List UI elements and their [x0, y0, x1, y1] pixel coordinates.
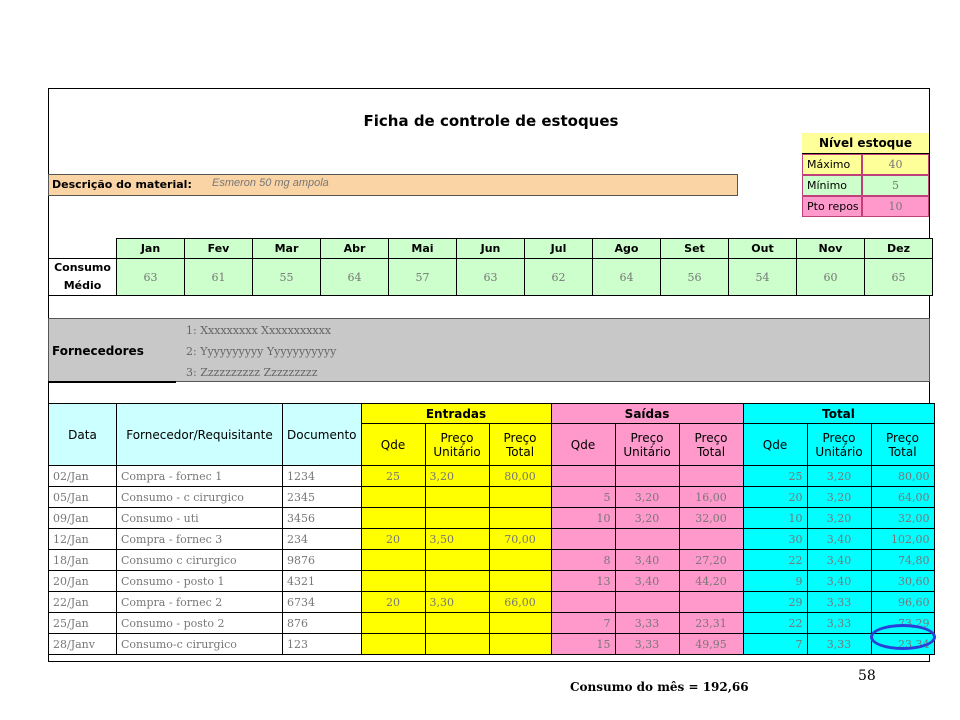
month-header: Ago — [593, 239, 661, 259]
cell-spu[interactable] — [615, 466, 679, 487]
descricao-value[interactable]: Esmeron 50 mg ampola — [212, 177, 329, 189]
cell-forn[interactable]: Consumo c cirurgico — [117, 550, 283, 571]
cell-tq[interactable]: 22 — [743, 613, 807, 634]
maximo-value: 40 — [862, 154, 929, 175]
col-data-header: Data — [49, 404, 117, 466]
fornecedor-item: 1: Xxxxxxxxx Xxxxxxxxxxx — [186, 324, 332, 337]
table-row — [49, 529, 935, 550]
month-value[interactable]: 55 — [253, 259, 321, 296]
cell-forn[interactable]: Consumo-c cirurgico — [117, 634, 283, 655]
cell-tq[interactable]: 20 — [743, 487, 807, 508]
table-row — [49, 592, 935, 613]
movimentacao-table — [48, 403, 935, 655]
table-row — [49, 487, 935, 508]
cell-sq[interactable]: 10 — [551, 508, 615, 529]
cell-epu[interactable] — [425, 613, 489, 634]
entradas-qde-header: Qde — [361, 424, 425, 466]
cell-spu[interactable]: 3,33 — [615, 634, 679, 655]
cell-tpt[interactable]: 96,60 — [871, 592, 934, 613]
page-title: Ficha de controle de estoques — [363, 112, 619, 130]
cell-forn[interactable]: Consumo - posto 1 — [117, 571, 283, 592]
table-row — [49, 571, 935, 592]
month-value[interactable]: 60 — [797, 259, 865, 296]
cell-eq[interactable]: 20 — [361, 592, 425, 613]
cell-epu[interactable] — [425, 508, 489, 529]
cell-forn[interactable]: Compra - fornec 2 — [117, 592, 283, 613]
cell-doc[interactable]: 9876 — [283, 550, 362, 571]
month-header: Out — [729, 239, 797, 259]
cell-tpu[interactable]: 3,40 — [807, 550, 871, 571]
month-value[interactable]: 56 — [661, 259, 729, 296]
cell-forn[interactable]: Compra - fornec 3 — [117, 529, 283, 550]
cell-data[interactable]: 28/Janv — [49, 634, 117, 655]
cell-tpu[interactable]: 3,40 — [807, 529, 871, 550]
month-header: Fev — [185, 239, 253, 259]
table-row — [49, 613, 935, 634]
page-number: 58 — [858, 668, 876, 684]
month-header: Mar — [253, 239, 321, 259]
cell-eq[interactable]: 25 — [361, 466, 425, 487]
month-value[interactable]: 64 — [321, 259, 389, 296]
cell-doc[interactable]: 1234 — [283, 466, 362, 487]
cell-ept[interactable] — [489, 508, 551, 529]
cell-spu[interactable]: 3,20 — [615, 508, 679, 529]
cell-forn[interactable]: Compra - fornec 1 — [117, 466, 283, 487]
descricao-label: Descrição do material: — [52, 178, 192, 191]
entradas-preco-total-header: Preço Total — [489, 424, 551, 466]
month-value[interactable]: 63 — [457, 259, 525, 296]
month-value[interactable]: 54 — [729, 259, 797, 296]
table-row — [49, 634, 935, 655]
col-documento-header: Documento — [283, 404, 362, 466]
cell-spt[interactable]: 44,20 — [679, 571, 743, 592]
cell-doc[interactable]: 3456 — [283, 508, 362, 529]
cell-data[interactable]: 25/Jan — [49, 613, 117, 634]
cell-spt[interactable]: 32,00 — [679, 508, 743, 529]
cell-tpu[interactable]: 3,20 — [807, 508, 871, 529]
month-header: Abr — [321, 239, 389, 259]
month-header: Jul — [525, 239, 593, 259]
month-value[interactable]: 61 — [185, 259, 253, 296]
month-value[interactable]: 63 — [117, 259, 185, 296]
cell-spu[interactable]: 3,20 — [615, 487, 679, 508]
cell-epu[interactable]: 3,50 — [425, 529, 489, 550]
cell-ept[interactable] — [489, 613, 551, 634]
cell-spu[interactable] — [615, 529, 679, 550]
cell-tpt[interactable]: 80,00 — [871, 466, 934, 487]
cell-forn[interactable]: Consumo - c cirurgico — [117, 487, 283, 508]
consumo-medio-table — [48, 238, 933, 296]
month-header: Set — [661, 239, 729, 259]
cell-tq[interactable]: 7 — [743, 634, 807, 655]
cell-data[interactable]: 18/Jan — [49, 550, 117, 571]
cell-tpt[interactable]: 102,00 — [871, 529, 934, 550]
cell-tq[interactable]: 9 — [743, 571, 807, 592]
cell-spu[interactable]: 3,40 — [615, 550, 679, 571]
total-header: Total — [743, 404, 934, 424]
cell-tpu[interactable]: 3,40 — [807, 571, 871, 592]
minimo-value: 5 — [862, 175, 929, 196]
cell-sq[interactable]: 15 — [551, 634, 615, 655]
cell-epu[interactable] — [425, 487, 489, 508]
cell-ept[interactable]: 80,00 — [489, 466, 551, 487]
cell-data[interactable]: 22/Jan — [49, 592, 117, 613]
month-header: Mai — [389, 239, 457, 259]
cell-ept[interactable] — [489, 550, 551, 571]
fornecedores-divider — [48, 381, 176, 383]
month-header: Jan — [117, 239, 185, 259]
fornecedores-bar — [48, 318, 930, 382]
cell-doc[interactable]: 2345 — [283, 487, 362, 508]
cell-sq[interactable]: 7 — [551, 613, 615, 634]
cell-sq[interactable] — [551, 592, 615, 613]
month-header: Nov — [797, 239, 865, 259]
total-qde-header: Qde — [743, 424, 807, 466]
cell-tpu[interactable]: 3,20 — [807, 487, 871, 508]
cell-tpu[interactable]: 3,33 — [807, 613, 871, 634]
cell-tq[interactable]: 10 — [743, 508, 807, 529]
cell-tpt[interactable]: 23,34 — [871, 634, 934, 655]
cell-tq[interactable]: 30 — [743, 529, 807, 550]
fornecedores-label: Fornecedores — [52, 344, 144, 358]
cell-eq[interactable] — [361, 487, 425, 508]
cell-doc[interactable]: 6734 — [283, 592, 362, 613]
cell-data[interactable]: 20/Jan — [49, 571, 117, 592]
cell-eq[interactable]: 20 — [361, 529, 425, 550]
cell-data[interactable]: 02/Jan — [49, 466, 117, 487]
cell-sq[interactable]: 5 — [551, 487, 615, 508]
month-value[interactable]: 62 — [525, 259, 593, 296]
cell-spt[interactable] — [679, 466, 743, 487]
cell-data[interactable]: 09/Jan — [49, 508, 117, 529]
cell-tq[interactable]: 25 — [743, 466, 807, 487]
cell-epu[interactable]: 3,20 — [425, 466, 489, 487]
fornecedor-item: 2: Yyyyyyyyyy Yyyyyyyyyyy — [186, 345, 337, 358]
cell-eq[interactable] — [361, 571, 425, 592]
cell-eq[interactable] — [361, 508, 425, 529]
cell-spu[interactable] — [615, 592, 679, 613]
cell-spt[interactable]: 27,20 — [679, 550, 743, 571]
cell-doc[interactable]: 123 — [283, 634, 362, 655]
minimo-label: Mínimo — [802, 175, 862, 196]
total-preco-unit-header: Preço Unitário — [807, 424, 871, 466]
cell-tpu[interactable]: 3,20 — [807, 466, 871, 487]
consumo-mes: Consumo do mês = 192,66 — [570, 680, 749, 694]
cell-tpt[interactable]: 74,80 — [871, 550, 934, 571]
total-preco-total-header: Preço Total — [871, 424, 934, 466]
cell-tq[interactable]: 22 — [743, 550, 807, 571]
cell-spt[interactable]: 16,00 — [679, 487, 743, 508]
cell-sq[interactable]: 8 — [551, 550, 615, 571]
saidas-preco-total-header: Preço Total — [679, 424, 743, 466]
cell-tpu[interactable]: 3,33 — [807, 634, 871, 655]
table-row — [49, 508, 935, 529]
cell-sq[interactable]: 13 — [551, 571, 615, 592]
table-row — [49, 466, 935, 487]
cell-data[interactable]: 05/Jan — [49, 487, 117, 508]
cell-spt[interactable] — [679, 529, 743, 550]
nivel-estoque-header: Nível estoque — [802, 133, 929, 154]
cell-forn[interactable]: Consumo - uti — [117, 508, 283, 529]
cell-epu[interactable] — [425, 571, 489, 592]
cell-epu[interactable] — [425, 550, 489, 571]
cell-ept[interactable] — [489, 634, 551, 655]
cell-tpt[interactable]: 30,60 — [871, 571, 934, 592]
fornecedor-item: 3: Zzzzzzzzzz Zzzzzzzzz — [186, 366, 318, 379]
cell-ept[interactable]: 66,00 — [489, 592, 551, 613]
cell-doc[interactable]: 234 — [283, 529, 362, 550]
saidas-qde-header: Qde — [551, 424, 615, 466]
cell-spu[interactable]: 3,33 — [615, 613, 679, 634]
col-fornecedor-header: Fornecedor/Requisitante — [117, 404, 283, 466]
month-value[interactable]: 64 — [593, 259, 661, 296]
cell-tpt[interactable]: 64,00 — [871, 487, 934, 508]
cell-epu[interactable]: 3,30 — [425, 592, 489, 613]
cell-spt[interactable]: 23,31 — [679, 613, 743, 634]
cell-tpt[interactable]: 73,29 — [871, 613, 934, 634]
cell-doc[interactable]: 4321 — [283, 571, 362, 592]
pto-repos-value: 10 — [862, 196, 929, 217]
cell-forn[interactable]: Consumo - posto 2 — [117, 613, 283, 634]
cell-spu[interactable]: 3,40 — [615, 571, 679, 592]
month-header: Jun — [457, 239, 525, 259]
saidas-header: Saídas — [551, 404, 743, 424]
cell-sq[interactable] — [551, 466, 615, 487]
cell-doc[interactable]: 876 — [283, 613, 362, 634]
month-header: Dez — [865, 239, 933, 259]
cell-spt[interactable]: 49,95 — [679, 634, 743, 655]
cell-tpt[interactable]: 32,00 — [871, 508, 934, 529]
entradas-header: Entradas — [361, 404, 551, 424]
month-value[interactable]: 65 — [865, 259, 933, 296]
cell-eq[interactable] — [361, 550, 425, 571]
cell-ept[interactable] — [489, 487, 551, 508]
cell-eq[interactable] — [361, 613, 425, 634]
cell-sq[interactable] — [551, 529, 615, 550]
cell-spt[interactable] — [679, 592, 743, 613]
cell-tpu[interactable]: 3,33 — [807, 592, 871, 613]
cell-tq[interactable]: 29 — [743, 592, 807, 613]
cell-eq[interactable] — [361, 634, 425, 655]
cell-ept[interactable]: 70,00 — [489, 529, 551, 550]
table-row — [49, 550, 935, 571]
maximo-label: Máximo — [802, 154, 862, 175]
month-value[interactable]: 57 — [389, 259, 457, 296]
saidas-preco-unit-header: Preço Unitário — [615, 424, 679, 466]
consumo-medio-label: Consumo Médio — [49, 259, 117, 296]
entradas-preco-unit-header: Preço Unitário — [425, 424, 489, 466]
cell-epu[interactable] — [425, 634, 489, 655]
cell-data[interactable]: 12/Jan — [49, 529, 117, 550]
highlight-circle — [870, 624, 936, 650]
cell-ept[interactable] — [489, 571, 551, 592]
pto-repos-label: Pto repos — [802, 196, 862, 217]
